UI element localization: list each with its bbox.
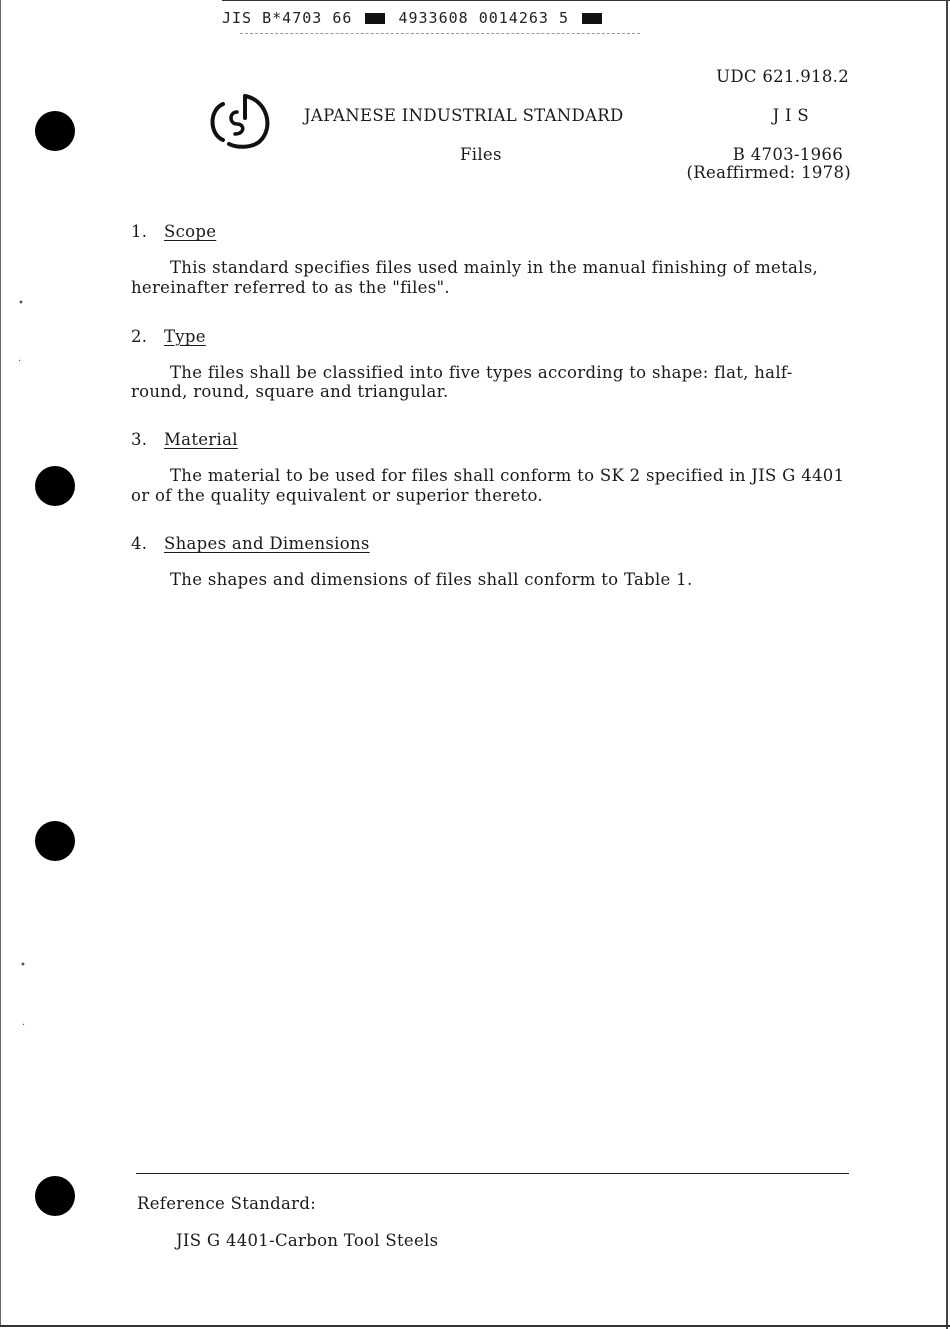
footnote-rule [136,1173,849,1174]
paragraph-line: The material to be used for files shall conform to SK 2 specified in JIS G 4401 [170,466,845,485]
document-subject: Files [460,145,502,164]
section-title: Shapes and Dimensions [163,534,370,553]
reaffirmed-date: (Reaffirmed: 1978) [686,163,851,182]
document-code-header [222,9,605,27]
paragraph-line: This standard specifies files used mainly in the manual finishing of metals, [170,258,819,277]
punch-hole [35,1176,75,1216]
reference-item: JIS G 4401-Carbon Tool Steels [176,1231,439,1250]
section-number: 2. [131,327,148,346]
jis-label: J I S [772,106,809,125]
section-number: 3. [131,430,148,449]
paragraph-line: round, round, square and triangular. [131,382,449,401]
redaction-block [365,13,385,24]
paragraph-line: The files shall be classified into five types according to shape: flat, half- [170,363,793,382]
section-number: 1. [131,222,148,241]
left-border [0,0,1,1326]
section-heading [131,222,216,242]
section-number: 4. [131,534,148,553]
section-heading [131,430,238,450]
punch-hole [35,821,75,861]
reference-label: Reference Standard: [137,1194,317,1213]
standard-number: B 4703-1966 [732,145,843,164]
scan-speck: · [18,356,22,367]
section-title: Material [163,430,238,449]
right-border [946,0,948,1329]
punch-hole [35,111,75,151]
paragraph-line: The shapes and dimensions of files shall conform to Table 1. [170,570,693,589]
paragraph-line: or of the quality equivalent or superior thereto. [131,486,543,505]
scan-speck: • [18,298,24,309]
standard-title: JAPANESE INDUSTRIAL STANDARD [304,106,624,125]
section-title: Type [163,327,206,346]
section-heading [131,534,370,554]
udc-number: UDC 621.918.2 [716,67,849,86]
top-border [222,0,950,1]
code-middle: 4933608 0014263 5 [398,9,569,27]
bottom-border [0,1325,950,1327]
code-prefix: JIS B*4703 66 [222,9,353,27]
punch-hole [35,466,75,506]
section-title: Scope [163,222,217,241]
paragraph-line: hereinafter referred to as the "files". [131,278,450,297]
jis-logo-icon [205,88,277,152]
redaction-block [582,13,602,24]
scan-speck: · [22,1020,26,1031]
section-heading [131,327,206,347]
dashed-rule [240,33,640,34]
scan-speck: • [20,960,26,971]
